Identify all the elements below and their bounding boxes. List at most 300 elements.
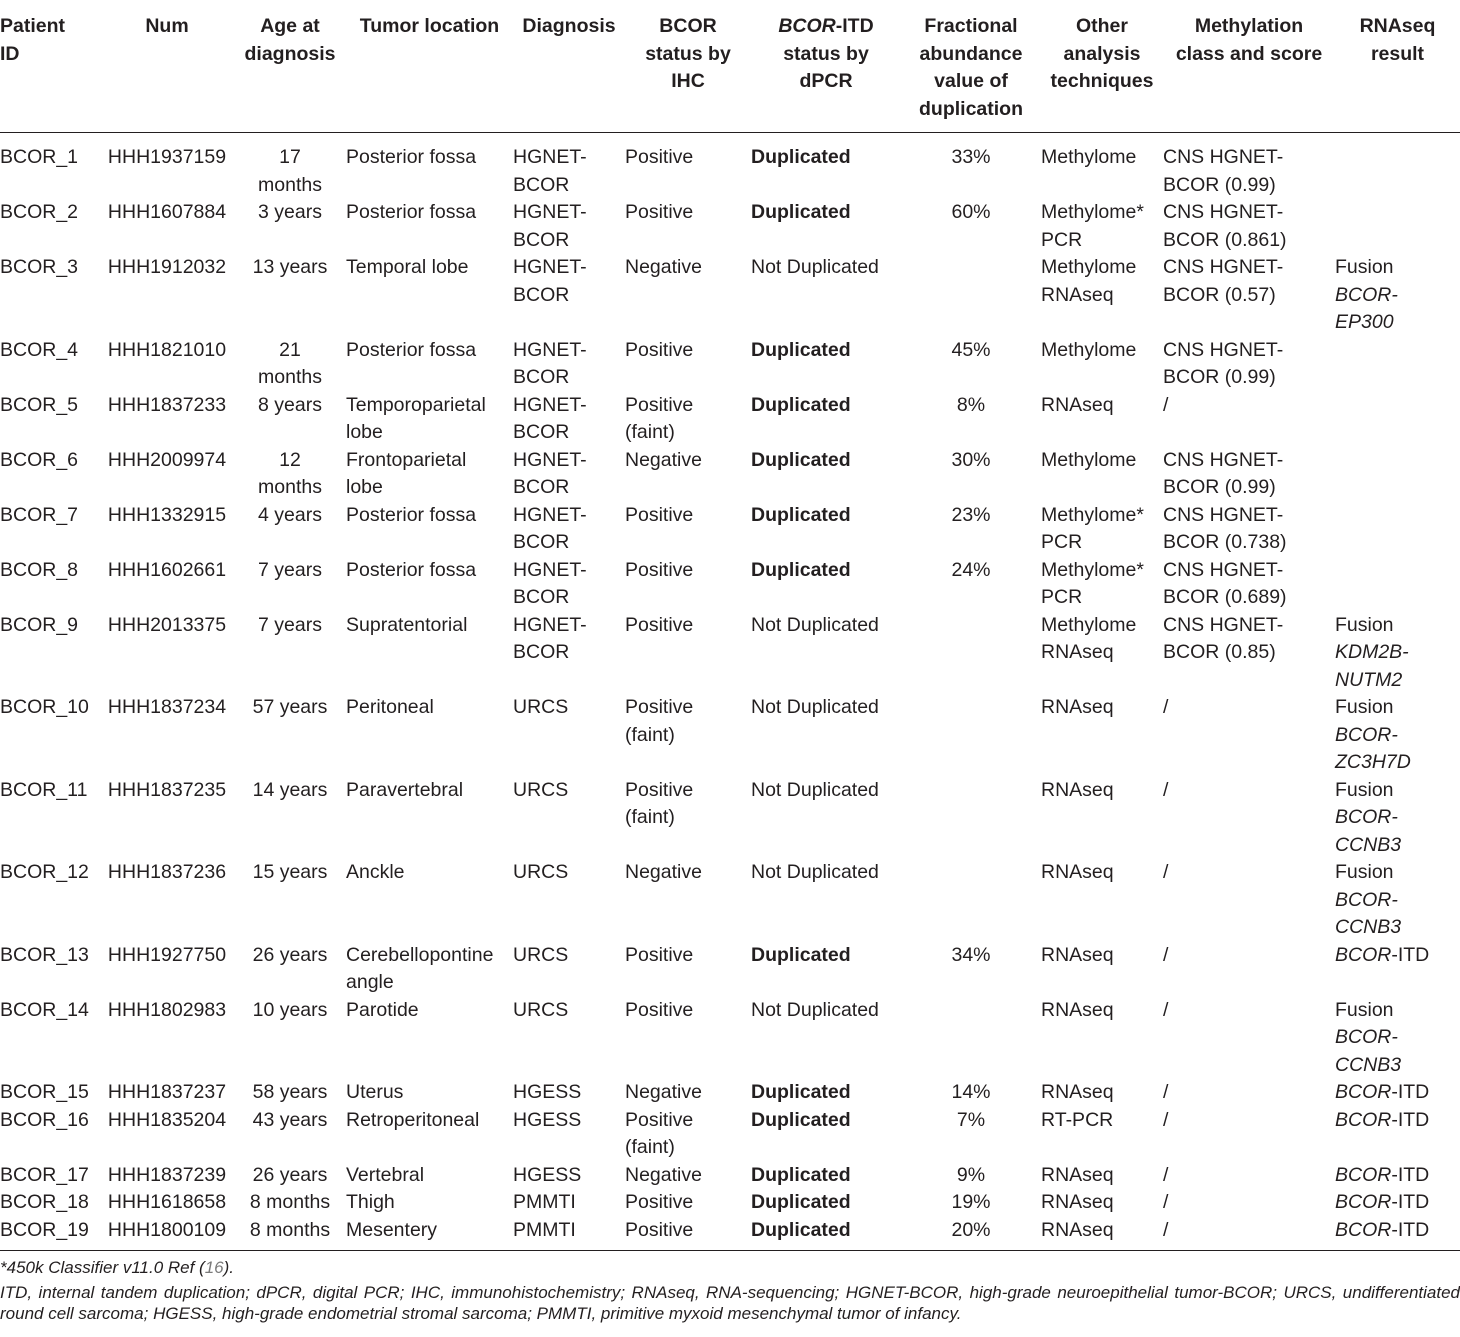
cell-fraction: [901, 612, 1041, 695]
cell-line: HGNET-: [513, 613, 587, 636]
cell-rnaseq: [1335, 1079, 1460, 1107]
cell-line: BCOR-: [1335, 888, 1398, 911]
cell-techniques: [1041, 199, 1163, 254]
cell-tumor-location: [346, 337, 513, 392]
cell-line: NUTM2: [1335, 668, 1403, 691]
cell-patient-id: BCOR_18: [0, 1191, 89, 1213]
cell-techniques: [1041, 1107, 1163, 1162]
cell-age: [234, 1107, 346, 1162]
cell-line: Positive: [625, 696, 694, 718]
cell-patient-id: BCOR_13: [0, 943, 89, 966]
cell-line: URCS: [513, 861, 569, 883]
cell-rnaseq: [1335, 254, 1460, 337]
cell-fraction: [901, 859, 1041, 942]
cell-techniques: [1041, 502, 1163, 557]
cell-line: Temporal lobe: [346, 256, 469, 278]
cell-itd-status: Not Duplicated: [751, 778, 879, 801]
cell-fraction: 45%: [951, 338, 991, 361]
cell-line: BCOR: [513, 476, 570, 498]
cell-itd-status: Not Duplicated: [751, 861, 879, 883]
cell-line: CNS HGNET-: [1163, 256, 1284, 278]
cell-line: 43 years: [252, 1108, 328, 1131]
table-row: [0, 1107, 1460, 1162]
cell-methylation: [1163, 1107, 1335, 1162]
cell-age: [234, 777, 346, 860]
cell-line: URCS: [513, 778, 569, 801]
cell-line: /: [1163, 1218, 1169, 1241]
cell-line: URCS: [513, 696, 569, 718]
cell-line: RNAseq: [1041, 283, 1114, 306]
cell-line: BCOR (0.57): [1163, 283, 1276, 306]
cell-patient-id: BCOR_15: [0, 1081, 89, 1103]
cell-line: BCOR (0.99): [1163, 173, 1276, 196]
cell-diagnosis: [513, 1217, 625, 1251]
cell-line: Anckle: [346, 861, 405, 883]
table-row: [0, 1217, 1460, 1251]
cell-line: 7 years: [258, 613, 322, 636]
cell-ihc-status: [625, 777, 751, 860]
cell-fraction: [901, 997, 1041, 1080]
cell-num: HHH1837237: [107, 1081, 227, 1103]
cell-techniques: [1041, 144, 1163, 199]
cell-line: Positive: [625, 393, 694, 416]
cell-rnaseq: [1335, 942, 1460, 997]
cell-line: URCS: [513, 998, 569, 1021]
header-line: class and score: [1175, 42, 1323, 65]
cell-line: BCOR (0.85): [1163, 641, 1276, 663]
cell-techniques: [1041, 1189, 1163, 1217]
header-line: IHC: [671, 70, 705, 92]
cell-line: PCR: [1041, 586, 1083, 608]
cell-line: 13 years: [252, 256, 328, 278]
cell-patient-id: BCOR_16: [0, 1108, 89, 1131]
cell-rnaseq: [1335, 612, 1460, 695]
cell-line: BCOR-ITD: [1335, 1108, 1430, 1131]
cell-methylation: [1163, 144, 1335, 199]
cell-num: HHH1618658: [107, 1191, 227, 1213]
cell-fraction: 14%: [951, 1081, 991, 1103]
cell-rnaseq: [1335, 447, 1460, 502]
header-age: [234, 0, 346, 132]
cell-diagnosis: [513, 859, 625, 942]
cell-ihc-status: [625, 337, 751, 392]
cell-diagnosis: [513, 199, 625, 254]
cell-line: Methylome: [1041, 448, 1137, 471]
cell-fraction: [901, 694, 1041, 777]
cell-num: HHH2013375: [107, 613, 227, 636]
cell-tumor-location: [346, 1162, 513, 1190]
cell-ihc-status: [625, 997, 751, 1080]
header-line: Fractional: [924, 15, 1018, 37]
cell-itd-status: Duplicated: [751, 1081, 851, 1103]
cell-tumor-location: [346, 144, 513, 199]
cell-line: /: [1163, 393, 1169, 416]
cell-rnaseq: [1335, 502, 1460, 557]
cell-methylation: [1163, 1162, 1335, 1190]
cell-line: Fusion: [1335, 613, 1394, 636]
cell-patient-id: BCOR_14: [0, 998, 89, 1021]
cell-line: CCNB3: [1335, 916, 1402, 938]
cell-tumor-location: [346, 694, 513, 777]
cell-line: Posterior fossa: [346, 503, 477, 526]
cell-techniques: [1041, 392, 1163, 447]
cell-num: HHH1800109: [107, 1218, 227, 1241]
table-row: [0, 392, 1460, 447]
header-line: Other: [1075, 15, 1128, 37]
cell-line: /: [1163, 778, 1169, 801]
cell-ihc-status: [625, 942, 751, 997]
cell-line: KDM2B-: [1335, 641, 1409, 663]
cell-line: Posterior fossa: [346, 201, 477, 223]
cell-line: PMMTI: [513, 1218, 576, 1241]
cell-rnaseq: [1335, 337, 1460, 392]
cell-ihc-status: [625, 392, 751, 447]
cell-line: months: [258, 366, 322, 388]
cell-itd-status: Duplicated: [751, 1163, 851, 1186]
cell-line: URCS: [513, 943, 569, 966]
cell-rnaseq: [1335, 199, 1460, 254]
cell-techniques: [1041, 694, 1163, 777]
cell-ihc-status: [625, 1107, 751, 1162]
cell-diagnosis: [513, 612, 625, 695]
cell-age: [234, 612, 346, 695]
cell-line: Methylome: [1041, 256, 1137, 278]
cell-age: [234, 942, 346, 997]
cell-techniques: [1041, 777, 1163, 860]
cell-line: 8 years: [258, 393, 322, 416]
cell-techniques: [1041, 997, 1163, 1080]
cell-line: RNAseq: [1041, 778, 1114, 801]
cell-line: Fusion: [1335, 998, 1394, 1021]
cell-patient-id: BCOR_1: [0, 146, 79, 168]
header-line: -ITD: [835, 15, 874, 37]
cell-line: Positive: [625, 338, 694, 361]
cell-line: Thigh: [346, 1191, 395, 1213]
cell-num: HHH1837236: [107, 861, 227, 883]
cell-tumor-location: [346, 1217, 513, 1251]
cell-line: Paravertebral: [346, 778, 464, 801]
cell-tumor-location: [346, 777, 513, 860]
cell-fraction: 9%: [956, 1163, 986, 1186]
cell-itd-status: Duplicated: [751, 448, 851, 471]
cell-line: CNS HGNET-: [1163, 201, 1284, 223]
header-line: diagnosis: [244, 42, 336, 65]
cell-diagnosis: [513, 777, 625, 860]
cell-itd-status: Duplicated: [751, 1191, 851, 1213]
cell-line: HGESS: [513, 1163, 582, 1186]
cell-fraction: 33%: [951, 146, 991, 168]
cell-line: RNAseq: [1041, 641, 1114, 663]
cell-line: Posterior fossa: [346, 558, 477, 581]
cell-line: 4 years: [258, 503, 322, 526]
cell-line: Positive: [625, 1191, 694, 1213]
cell-line: lobe: [346, 421, 383, 443]
cell-patient-id: BCOR_8: [0, 558, 79, 581]
cell-techniques: [1041, 612, 1163, 695]
cell-tumor-location: [346, 612, 513, 695]
cell-age: [234, 997, 346, 1080]
cell-line: Posterior fossa: [346, 338, 477, 361]
cell-rnaseq: [1335, 997, 1460, 1080]
cell-line: angle: [346, 971, 394, 993]
cell-fraction: 20%: [951, 1218, 991, 1241]
cell-itd-status: Not Duplicated: [751, 256, 879, 278]
cell-age: [234, 144, 346, 199]
cell-tumor-location: [346, 502, 513, 557]
cell-line: Positive: [625, 613, 694, 636]
table-row: [0, 777, 1460, 860]
cell-ihc-status: [625, 694, 751, 777]
cell-line: Positive: [625, 1108, 694, 1131]
cell-line: HGNET-: [513, 393, 587, 416]
cell-age: [234, 1217, 346, 1251]
header-line: Methylation: [1194, 15, 1304, 37]
cell-line: Temporoparietal: [346, 393, 486, 416]
cell-methylation: [1163, 1189, 1335, 1217]
cell-patient-id: BCOR_10: [0, 696, 89, 718]
cell-fraction: 19%: [951, 1191, 991, 1213]
cell-rnaseq: [1335, 859, 1460, 942]
cell-line: Positive: [625, 503, 694, 526]
cell-num: HHH2009974: [107, 448, 227, 471]
cell-line: Fusion: [1335, 861, 1394, 883]
header-itd-status: [751, 0, 901, 132]
cell-line: 8 months: [249, 1191, 331, 1213]
cell-techniques: [1041, 447, 1163, 502]
cell-diagnosis: [513, 1162, 625, 1190]
cell-techniques: [1041, 1162, 1163, 1190]
cell-fraction: 23%: [951, 503, 991, 526]
cell-age: [234, 447, 346, 502]
cell-techniques: [1041, 1079, 1163, 1107]
cell-diagnosis: [513, 502, 625, 557]
cell-line: lobe: [346, 476, 383, 498]
cell-fraction: 34%: [951, 943, 991, 966]
cell-line: (faint): [625, 723, 675, 746]
cell-line: /: [1163, 1191, 1169, 1213]
cell-tumor-location: [346, 447, 513, 502]
cell-methylation: [1163, 1079, 1335, 1107]
cell-line: BCOR: [513, 586, 570, 608]
cell-line: 7 years: [258, 558, 322, 581]
cell-line: Frontoparietal: [346, 448, 467, 471]
cell-line: Positive: [625, 1218, 694, 1241]
cell-diagnosis: [513, 337, 625, 392]
cell-line: Uterus: [346, 1081, 404, 1103]
cell-diagnosis: [513, 447, 625, 502]
cell-tumor-location: [346, 1079, 513, 1107]
cell-itd-status: Duplicated: [751, 1108, 851, 1131]
cell-line: BCOR-ITD: [1335, 943, 1430, 966]
cell-line: 58 years: [252, 1081, 328, 1103]
cell-line: RNAseq: [1041, 1218, 1114, 1241]
cell-age: [234, 337, 346, 392]
cell-ihc-status: [625, 254, 751, 337]
cell-methylation: [1163, 942, 1335, 997]
cell-line: 8 months: [249, 1218, 331, 1241]
reference-link[interactable]: 16: [204, 1258, 224, 1277]
cell-line: Vertebral: [346, 1163, 425, 1186]
cell-ihc-status: [625, 502, 751, 557]
header-line: status by: [645, 42, 731, 65]
cell-line: RNAseq: [1041, 1191, 1114, 1213]
cell-itd-status: Duplicated: [751, 201, 851, 223]
cell-line: CNS HGNET-: [1163, 558, 1284, 581]
cell-tumor-location: [346, 392, 513, 447]
cell-patient-id: BCOR_19: [0, 1218, 89, 1241]
cell-fraction: 30%: [951, 448, 991, 471]
cell-line: EP300: [1335, 311, 1394, 333]
cell-line: Fusion: [1335, 256, 1394, 278]
cell-itd-status: Duplicated: [751, 146, 851, 168]
cell-age: [234, 1189, 346, 1217]
cell-line: months: [258, 476, 322, 498]
cell-line: Positive: [625, 943, 694, 966]
cell-line: 10 years: [252, 998, 328, 1021]
cell-line: HGNET-: [513, 558, 587, 581]
cell-rnaseq: [1335, 392, 1460, 447]
header-line: Age at: [260, 15, 320, 37]
cell-patient-id: BCOR_5: [0, 393, 79, 416]
header-line: BCOR: [659, 15, 717, 37]
cell-line: 26 years: [252, 1163, 328, 1186]
table-header: [0, 0, 1460, 132]
cell-line: Retroperitoneal: [346, 1108, 480, 1131]
table-row: [0, 1079, 1460, 1107]
cell-num: HHH1332915: [107, 503, 227, 526]
cell-fraction: [901, 777, 1041, 860]
cell-line: 26 years: [252, 943, 328, 966]
cell-line: Positive: [625, 998, 694, 1021]
cell-line: Negative: [625, 448, 702, 471]
cell-num: HHH1937159: [107, 146, 227, 168]
header-line: RNAseq: [1359, 15, 1436, 37]
cell-methylation: [1163, 447, 1335, 502]
cell-line: /: [1163, 861, 1169, 883]
cell-itd-status: Duplicated: [751, 393, 851, 416]
cell-fraction: 24%: [951, 558, 991, 581]
cell-techniques: [1041, 254, 1163, 337]
cell-itd-status: Duplicated: [751, 558, 851, 581]
cell-line: 21: [279, 338, 301, 361]
table-row: [0, 199, 1460, 254]
cell-line: (faint): [625, 1136, 675, 1158]
header-line: ID: [0, 42, 20, 65]
table-row: [0, 447, 1460, 502]
cell-techniques: [1041, 337, 1163, 392]
cell-methylation: [1163, 694, 1335, 777]
cell-line: PCR: [1041, 531, 1083, 553]
cell-line: 17: [279, 146, 301, 168]
cell-line: PCR: [1041, 228, 1083, 251]
cell-line: 15 years: [252, 861, 328, 883]
cell-fraction: 60%: [951, 201, 991, 223]
cell-num: HHH1837234: [107, 696, 227, 718]
cell-line: RNAseq: [1041, 696, 1114, 718]
table-footnotes: [0, 1257, 1460, 1328]
cell-patient-id: BCOR_9: [0, 613, 79, 636]
cell-line: Cerebellopontine: [346, 943, 494, 966]
cell-line: CNS HGNET-: [1163, 338, 1284, 361]
cell-methylation: [1163, 777, 1335, 860]
header-rnaseq: [1335, 0, 1460, 132]
cell-line: BCOR (0.99): [1163, 366, 1276, 388]
cell-itd-status: Not Duplicated: [751, 696, 879, 718]
cell-line: Methylome: [1041, 338, 1137, 361]
cell-ihc-status: [625, 144, 751, 199]
cell-patient-id: BCOR_7: [0, 503, 79, 526]
cell-tumor-location: [346, 254, 513, 337]
cell-line: BCOR-: [1335, 283, 1398, 306]
cell-line: /: [1163, 998, 1169, 1021]
cell-line: BCOR: [513, 421, 570, 443]
cell-line: /: [1163, 943, 1169, 966]
cell-tumor-location: [346, 557, 513, 612]
cell-diagnosis: [513, 144, 625, 199]
cell-ihc-status: [625, 447, 751, 502]
cell-num: HHH1912032: [107, 256, 227, 278]
cell-ihc-status: [625, 1217, 751, 1251]
header-patient-id: [0, 0, 100, 132]
header-diagnosis: [513, 0, 625, 132]
cell-ihc-status: [625, 1079, 751, 1107]
cell-line: Methylome: [1041, 613, 1137, 636]
table-row: [0, 612, 1460, 695]
cell-patient-id: BCOR_2: [0, 201, 79, 223]
cell-line: HGESS: [513, 1108, 582, 1131]
cell-diagnosis: [513, 997, 625, 1080]
cell-line: (faint): [625, 421, 675, 443]
header-num: [100, 0, 234, 132]
cell-line: RNAseq: [1041, 998, 1114, 1021]
cell-line: Peritoneal: [346, 696, 434, 718]
table-row: [0, 254, 1460, 337]
cell-tumor-location: [346, 1107, 513, 1162]
cell-line: 57 years: [252, 696, 328, 718]
cell-rnaseq: [1335, 557, 1460, 612]
cell-rnaseq: [1335, 144, 1460, 199]
cell-age: [234, 557, 346, 612]
cell-line: HGNET-: [513, 503, 587, 526]
cell-itd-status: Duplicated: [751, 338, 851, 361]
cell-line: RNAseq: [1041, 1081, 1114, 1103]
cell-tumor-location: [346, 942, 513, 997]
cell-line: Methylome: [1041, 146, 1137, 168]
cell-line: BCOR (0.861): [1163, 228, 1287, 251]
cell-ihc-status: [625, 1189, 751, 1217]
header-fraction: [901, 0, 1041, 132]
cell-line: CNS HGNET-: [1163, 613, 1284, 636]
cell-line: Posterior fossa: [346, 146, 477, 168]
cell-line: RNAseq: [1041, 943, 1114, 966]
header-line: Patient: [0, 15, 66, 37]
header-line: duplication: [919, 97, 1023, 120]
cell-rnaseq: [1335, 694, 1460, 777]
cell-line: BCOR (0.99): [1163, 476, 1276, 498]
cell-rnaseq: [1335, 1107, 1460, 1162]
cell-line: HGESS: [513, 1081, 582, 1103]
cell-num: HHH1837235: [107, 778, 227, 801]
cell-methylation: [1163, 557, 1335, 612]
cell-line: Fusion: [1335, 778, 1394, 801]
cell-line: CNS HGNET-: [1163, 448, 1284, 471]
cell-age: [234, 694, 346, 777]
footnote-classifier: *450k Classifier v11.0 Ref (16).: [0, 1258, 235, 1277]
cell-line: Methylome*: [1041, 558, 1144, 581]
cell-methylation: [1163, 1217, 1335, 1251]
table-row: [0, 144, 1460, 199]
cell-line: (faint): [625, 806, 675, 828]
